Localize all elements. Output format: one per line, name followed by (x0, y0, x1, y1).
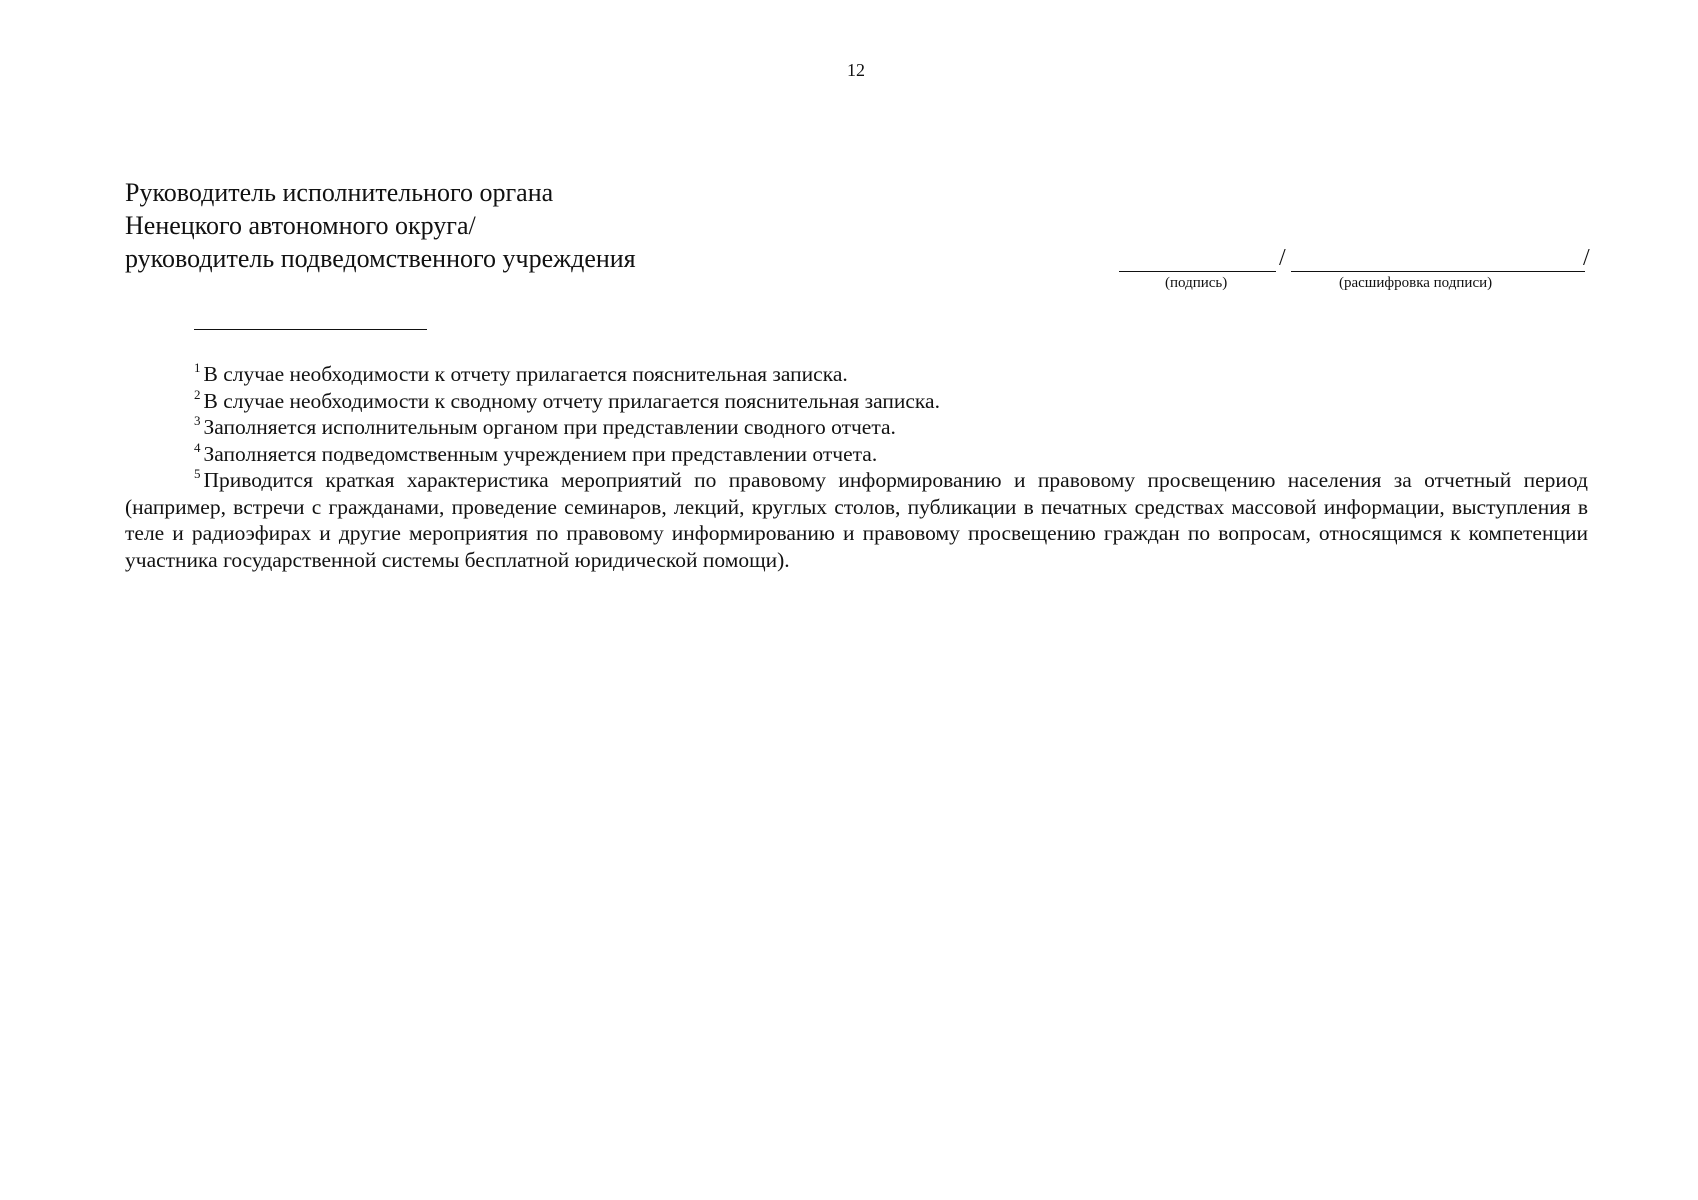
signer-title (125, 176, 636, 275)
footnote-text: В случае необходимости к отчету прилагается пояснительная записка. (203, 362, 848, 386)
signature-caption: (подпись) (1165, 275, 1228, 291)
signature-decoding-line (1291, 271, 1585, 272)
footnote-3 (125, 414, 1588, 441)
page-number: 12 (847, 60, 865, 80)
signature-decoding-caption: (расшифровка подписи) (1339, 275, 1493, 291)
footnote-text: Заполняется исполнительным органом при представлении сводного отчета. (203, 415, 896, 439)
signer-title-line-3: руководитель подведомственного учреждения (125, 244, 636, 273)
footnote-2 (125, 388, 1588, 415)
footnote-text: В случае необходимости к сводному отчету прилагается пояснительная записка. (203, 388, 940, 413)
signature-block (1119, 244, 1589, 294)
footnote-4 (125, 441, 1588, 468)
footnote-mark: 2 (194, 386, 201, 402)
footnote-separator (194, 329, 427, 330)
footnote-mark: 5 (194, 466, 201, 481)
signature-end-slash: / (1583, 245, 1590, 271)
footnote-1 (125, 361, 1588, 388)
signature-line (1119, 271, 1276, 272)
footnote-mark: 1 (194, 360, 201, 375)
signer-title-line-1: Руководитель исполнительного органа (125, 178, 554, 207)
signer-title-line-2: Ненецкого автономного округа/ (125, 211, 476, 240)
footnote-mark: 4 (194, 439, 201, 455)
footnote-5 (125, 467, 1588, 573)
footnote-mark: 3 (194, 413, 201, 428)
footnote-text: Заполняется подведомственным учреждением при представлении отчета. (203, 441, 878, 466)
footnote-text: Приводится краткая характеристика мероприятий по правовому информированию и правовому просвещению населения за отчетный период (например, встречи с гражданами, проведение семинаров, лекций, круглых столов, публикации в печатных средствах массовой информации, выступления в теле и радиоэфирах и другие мероприятия по правовому информированию и правовому просвещению граждан по вопросам, относящимся к компетенции участника государственной системы бесплатной юридической помощи). (125, 468, 1588, 572)
signature-separator-slash: / (1279, 245, 1286, 271)
footnotes (125, 361, 1588, 573)
